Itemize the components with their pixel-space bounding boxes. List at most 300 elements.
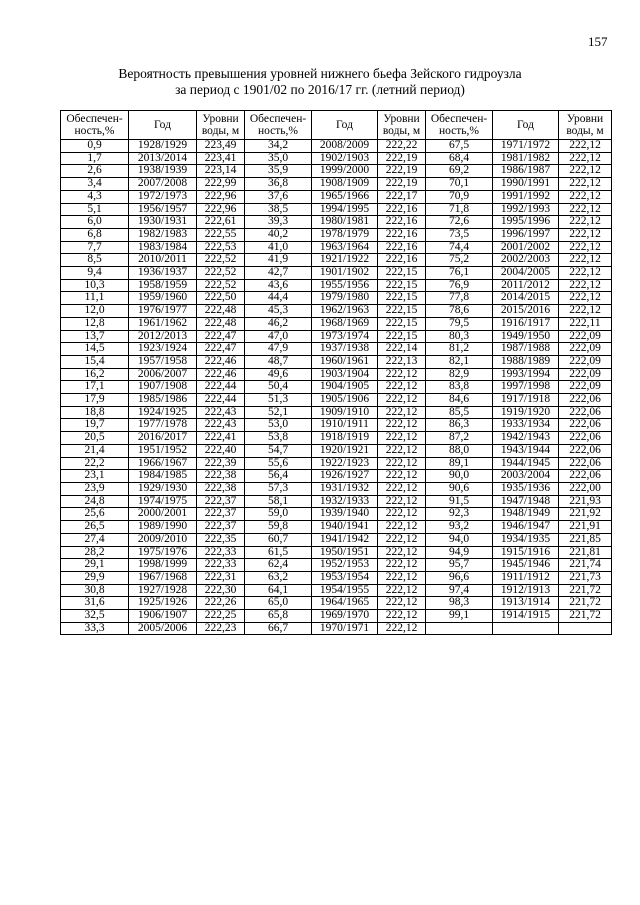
cell-year: 1971/1972: [493, 140, 559, 153]
table-row: [61, 432, 612, 445]
cell-probability: 65,8: [245, 610, 312, 623]
cell-year: 1986/1987: [493, 165, 559, 178]
cell-year: 2007/2008: [129, 178, 197, 191]
cell-probability: 33,3: [61, 622, 129, 635]
header-probability: Обеспечен-ность,%: [61, 111, 129, 140]
cell-probability: 99,1: [426, 610, 493, 623]
cell-year: 1968/1969: [312, 317, 378, 330]
cell-probability: 72,6: [426, 216, 493, 229]
cell-year: 2005/2006: [129, 622, 197, 635]
header-year: Год: [129, 111, 197, 140]
cell-water-level: 222,12: [378, 521, 426, 534]
cell-probability: 57,3: [245, 482, 312, 495]
cell-probability: 76,9: [426, 279, 493, 292]
cell-water-level: 222,12: [559, 216, 612, 229]
cell-water-level: 222,15: [378, 330, 426, 343]
cell-probability: 31,6: [61, 597, 129, 610]
cell-water-level: [559, 622, 612, 635]
cell-water-level: 222,16: [378, 216, 426, 229]
cell-water-level: 222,12: [559, 279, 612, 292]
cell-water-level: 222,09: [559, 355, 612, 368]
cell-probability: 58,1: [245, 495, 312, 508]
cell-probability: 84,6: [426, 394, 493, 407]
cell-water-level: 222,96: [197, 190, 245, 203]
cell-water-level: 222,12: [378, 381, 426, 394]
cell-probability: 16,2: [61, 368, 129, 381]
cell-probability: 14,5: [61, 343, 129, 356]
table-row: [61, 305, 612, 318]
table-row: [61, 571, 612, 584]
cell-year: 1991/1992: [493, 190, 559, 203]
cell-probability: 93,2: [426, 521, 493, 534]
cell-year: 1907/1908: [129, 381, 197, 394]
cell-probability: 71,8: [426, 203, 493, 216]
cell-year: 2010/2011: [129, 254, 197, 267]
cell-probability: 94,0: [426, 533, 493, 546]
cell-probability: 50,4: [245, 381, 312, 394]
cell-year: 1958/1959: [129, 279, 197, 292]
cell-year: 2001/2002: [493, 241, 559, 254]
cell-year: 1941/1942: [312, 533, 378, 546]
cell-water-level: 222,38: [197, 482, 245, 495]
cell-probability: 67,5: [426, 140, 493, 153]
header-probability: Обеспечен-ность,%: [245, 111, 312, 140]
cell-probability: 53,8: [245, 432, 312, 445]
cell-year: 1945/1946: [493, 559, 559, 572]
cell-year: 1921/1922: [312, 254, 378, 267]
table-row: [61, 190, 612, 203]
cell-year: 1946/1947: [493, 521, 559, 534]
cell-water-level: 222,38: [197, 470, 245, 483]
cell-year: 1985/1986: [129, 394, 197, 407]
cell-year: 1939/1940: [312, 508, 378, 521]
cell-year: 1938/1939: [129, 165, 197, 178]
table-row: [61, 533, 612, 546]
cell-water-level: 222,37: [197, 508, 245, 521]
cell-probability: 3,4: [61, 178, 129, 191]
cell-year: 1966/1967: [129, 457, 197, 470]
cell-probability: 6,8: [61, 228, 129, 241]
cell-year: [493, 622, 559, 635]
cell-probability: 90,6: [426, 482, 493, 495]
table-row: [61, 381, 612, 394]
cell-probability: 91,5: [426, 495, 493, 508]
cell-year: 1951/1952: [129, 444, 197, 457]
cell-water-level: 222,15: [378, 292, 426, 305]
cell-water-level: 222,12: [378, 559, 426, 572]
cell-year: 2011/2012: [493, 279, 559, 292]
cell-water-level: 222,06: [559, 457, 612, 470]
cell-water-level: 222,96: [197, 203, 245, 216]
cell-probability: 68,4: [426, 152, 493, 165]
cell-year: 1974/1975: [129, 495, 197, 508]
cell-probability: 70,9: [426, 190, 493, 203]
cell-water-level: 222,12: [378, 610, 426, 623]
cell-probability: 89,1: [426, 457, 493, 470]
cell-water-level: 222,16: [378, 228, 426, 241]
cell-water-level: 222,12: [559, 254, 612, 267]
cell-water-level: 222,12: [559, 305, 612, 318]
cell-year: 1902/1903: [312, 152, 378, 165]
cell-year: 1936/1937: [129, 267, 197, 280]
cell-water-level: 222,12: [378, 533, 426, 546]
cell-year: 1905/1906: [312, 394, 378, 407]
cell-water-level: 222,12: [559, 190, 612, 203]
cell-year: 1934/1935: [493, 533, 559, 546]
cell-probability: 37,6: [245, 190, 312, 203]
cell-water-level: 222,12: [559, 228, 612, 241]
cell-water-level: 222,00: [559, 482, 612, 495]
title-line-2: за период с 1901/02 по 2016/17 гг. (летний период): [175, 82, 465, 97]
cell-water-level: 222,12: [559, 140, 612, 153]
cell-year: 2012/2013: [129, 330, 197, 343]
document-title: [0, 66, 640, 98]
cell-year: 1992/1993: [493, 203, 559, 216]
cell-year: 1996/1997: [493, 228, 559, 241]
cell-year: 1915/1916: [493, 546, 559, 559]
cell-probability: 28,2: [61, 546, 129, 559]
header-year: Год: [312, 111, 378, 140]
cell-probability: 41,9: [245, 254, 312, 267]
cell-water-level: 222,46: [197, 368, 245, 381]
cell-year: 1957/1958: [129, 355, 197, 368]
table-row: [61, 152, 612, 165]
cell-probability: 88,0: [426, 444, 493, 457]
cell-probability: 13,7: [61, 330, 129, 343]
cell-year: 1903/1904: [312, 368, 378, 381]
cell-probability: 32,5: [61, 610, 129, 623]
cell-water-level: 222,44: [197, 381, 245, 394]
cell-probability: 5,1: [61, 203, 129, 216]
cell-probability: 52,1: [245, 406, 312, 419]
cell-probability: 4,3: [61, 190, 129, 203]
cell-year: 1931/1932: [312, 482, 378, 495]
cell-probability: 47,0: [245, 330, 312, 343]
cell-probability: 97,4: [426, 584, 493, 597]
cell-probability: 18,8: [61, 406, 129, 419]
cell-water-level: 222,06: [559, 432, 612, 445]
cell-year: 1926/1927: [312, 470, 378, 483]
cell-year: 1981/1982: [493, 152, 559, 165]
cell-water-level: 222,09: [559, 343, 612, 356]
cell-year: 2004/2005: [493, 267, 559, 280]
cell-probability: 82,9: [426, 368, 493, 381]
cell-probability: 44,4: [245, 292, 312, 305]
cell-water-level: 222,11: [559, 317, 612, 330]
cell-year: 1942/1943: [493, 432, 559, 445]
cell-year: 2009/2010: [129, 533, 197, 546]
cell-year: 1940/1941: [312, 521, 378, 534]
cell-year: 1948/1949: [493, 508, 559, 521]
cell-water-level: 222,22: [378, 140, 426, 153]
table-row: [61, 559, 612, 572]
cell-probability: 12,0: [61, 305, 129, 318]
cell-water-level: 222,12: [378, 546, 426, 559]
table-row: [61, 355, 612, 368]
cell-probability: 76,1: [426, 267, 493, 280]
table-row: [61, 406, 612, 419]
cell-probability: 53,0: [245, 419, 312, 432]
cell-probability: 81,2: [426, 343, 493, 356]
cell-probability: 22,2: [61, 457, 129, 470]
cell-probability: 20,5: [61, 432, 129, 445]
cell-year: 1995/1996: [493, 216, 559, 229]
water-levels-table: [60, 110, 612, 635]
cell-probability: 63,2: [245, 571, 312, 584]
cell-water-level: 222,15: [378, 267, 426, 280]
cell-year: 2002/2003: [493, 254, 559, 267]
table-row: [61, 444, 612, 457]
cell-probability: 80,3: [426, 330, 493, 343]
cell-water-level: 222,52: [197, 267, 245, 280]
table-row: [61, 330, 612, 343]
cell-year: 1954/1955: [312, 584, 378, 597]
cell-water-level: 222,09: [559, 330, 612, 343]
table-row: [61, 267, 612, 280]
cell-water-level: 221,92: [559, 508, 612, 521]
cell-water-level: 222,12: [559, 203, 612, 216]
cell-water-level: 222,06: [559, 394, 612, 407]
cell-probability: 48,7: [245, 355, 312, 368]
cell-year: 1960/1961: [312, 355, 378, 368]
cell-year: 1962/1963: [312, 305, 378, 318]
cell-water-level: 221,93: [559, 495, 612, 508]
cell-probability: 51,3: [245, 394, 312, 407]
cell-water-level: 222,26: [197, 597, 245, 610]
cell-year: 1918/1919: [312, 432, 378, 445]
cell-year: 2014/2015: [493, 292, 559, 305]
cell-water-level: 222,16: [378, 203, 426, 216]
cell-water-level: 222,12: [378, 368, 426, 381]
cell-probability: 2,6: [61, 165, 129, 178]
cell-probability: 1,7: [61, 152, 129, 165]
cell-water-level: 222,44: [197, 394, 245, 407]
cell-year: 1989/1990: [129, 521, 197, 534]
cell-probability: 59,8: [245, 521, 312, 534]
cell-probability: 55,6: [245, 457, 312, 470]
cell-water-level: 222,43: [197, 419, 245, 432]
cell-water-level: 222,06: [559, 444, 612, 457]
table-row: [61, 508, 612, 521]
cell-probability: 34,2: [245, 140, 312, 153]
table-row: [61, 394, 612, 407]
cell-probability: 19,7: [61, 419, 129, 432]
cell-year: 1952/1953: [312, 559, 378, 572]
cell-year: 1976/1977: [129, 305, 197, 318]
cell-water-level: 222,06: [559, 470, 612, 483]
cell-year: 1963/1964: [312, 241, 378, 254]
cell-water-level: 222,61: [197, 216, 245, 229]
table-row: [61, 521, 612, 534]
cell-water-level: 222,53: [197, 241, 245, 254]
cell-year: 1970/1971: [312, 622, 378, 635]
cell-probability: 79,5: [426, 317, 493, 330]
cell-probability: 29,9: [61, 571, 129, 584]
cell-year: 1932/1933: [312, 495, 378, 508]
cell-year: 1944/1945: [493, 457, 559, 470]
cell-year: 1978/1979: [312, 228, 378, 241]
cell-probability: 9,4: [61, 267, 129, 280]
cell-year: 1956/1957: [129, 203, 197, 216]
header-water-level: Уровни воды, м: [197, 111, 245, 140]
cell-year: 1904/1905: [312, 381, 378, 394]
cell-probability: 47,9: [245, 343, 312, 356]
cell-year: 1933/1934: [493, 419, 559, 432]
cell-probability: 87,2: [426, 432, 493, 445]
table-row: [61, 178, 612, 191]
cell-probability: 78,6: [426, 305, 493, 318]
header-probability: Обеспечен-ность,%: [426, 111, 493, 140]
cell-year: 2000/2001: [129, 508, 197, 521]
cell-probability: [426, 622, 493, 635]
cell-water-level: 222,12: [378, 394, 426, 407]
cell-year: 1964/1965: [312, 597, 378, 610]
cell-year: 1987/1988: [493, 343, 559, 356]
cell-water-level: 222,19: [378, 152, 426, 165]
cell-year: 1988/1989: [493, 355, 559, 368]
cell-water-level: 222,39: [197, 457, 245, 470]
cell-probability: 61,5: [245, 546, 312, 559]
cell-water-level: 223,41: [197, 152, 245, 165]
cell-water-level: 222,37: [197, 521, 245, 534]
cell-year: 1935/1936: [493, 482, 559, 495]
cell-probability: 23,1: [61, 470, 129, 483]
cell-probability: 7,7: [61, 241, 129, 254]
table-row: [61, 622, 612, 635]
cell-year: 1994/1995: [312, 203, 378, 216]
table-row: [61, 470, 612, 483]
cell-water-level: 222,17: [378, 190, 426, 203]
cell-year: 1950/1951: [312, 546, 378, 559]
cell-water-level: 222,23: [197, 622, 245, 635]
cell-water-level: 221,72: [559, 597, 612, 610]
cell-probability: 25,6: [61, 508, 129, 521]
table-row: [61, 597, 612, 610]
cell-water-level: 222,12: [559, 267, 612, 280]
cell-probability: 41,0: [245, 241, 312, 254]
table-header-row: [61, 111, 612, 140]
cell-water-level: 223,49: [197, 140, 245, 153]
cell-probability: 12,8: [61, 317, 129, 330]
cell-year: 1914/1915: [493, 610, 559, 623]
cell-probability: 26,5: [61, 521, 129, 534]
cell-probability: 29,1: [61, 559, 129, 572]
cell-probability: 74,4: [426, 241, 493, 254]
cell-water-level: 222,31: [197, 571, 245, 584]
table-row: [61, 203, 612, 216]
cell-year: 1906/1907: [129, 610, 197, 623]
cell-probability: 66,7: [245, 622, 312, 635]
cell-year: 1927/1928: [129, 584, 197, 597]
cell-probability: 94,9: [426, 546, 493, 559]
cell-water-level: 222,16: [378, 254, 426, 267]
cell-probability: 6,0: [61, 216, 129, 229]
cell-water-level: 222,15: [378, 279, 426, 292]
cell-year: 1937/1938: [312, 343, 378, 356]
cell-year: 1959/1960: [129, 292, 197, 305]
cell-probability: 10,3: [61, 279, 129, 292]
cell-water-level: 223,14: [197, 165, 245, 178]
cell-water-level: 221,72: [559, 610, 612, 623]
cell-water-level: 222,25: [197, 610, 245, 623]
cell-year: 1965/1966: [312, 190, 378, 203]
cell-year: 1925/1926: [129, 597, 197, 610]
cell-water-level: 222,12: [378, 622, 426, 635]
cell-probability: 90,0: [426, 470, 493, 483]
cell-probability: 17,9: [61, 394, 129, 407]
cell-water-level: 222,33: [197, 546, 245, 559]
cell-water-level: 222,06: [559, 406, 612, 419]
cell-year: 1979/1980: [312, 292, 378, 305]
cell-year: 1901/1902: [312, 267, 378, 280]
cell-year: 1984/1985: [129, 470, 197, 483]
cell-probability: 43,6: [245, 279, 312, 292]
cell-water-level: 222,12: [559, 152, 612, 165]
cell-water-level: 222,37: [197, 495, 245, 508]
cell-year: 1961/1962: [129, 317, 197, 330]
cell-probability: 21,4: [61, 444, 129, 457]
cell-year: 1928/1929: [129, 140, 197, 153]
cell-year: 2013/2014: [129, 152, 197, 165]
cell-year: 1920/1921: [312, 444, 378, 457]
cell-year: 1929/1930: [129, 482, 197, 495]
cell-year: 1983/1984: [129, 241, 197, 254]
cell-probability: 77,8: [426, 292, 493, 305]
cell-year: 1923/1924: [129, 343, 197, 356]
table-row: [61, 457, 612, 470]
cell-water-level: 222,12: [378, 432, 426, 445]
cell-water-level: 221,81: [559, 546, 612, 559]
cell-year: 1930/1931: [129, 216, 197, 229]
table-row: [61, 610, 612, 623]
cell-water-level: 222,06: [559, 419, 612, 432]
cell-probability: 8,5: [61, 254, 129, 267]
table-row: [61, 228, 612, 241]
table-row: [61, 546, 612, 559]
cell-year: 1972/1973: [129, 190, 197, 203]
cell-water-level: 222,12: [559, 241, 612, 254]
cell-probability: 49,6: [245, 368, 312, 381]
cell-water-level: 222,47: [197, 343, 245, 356]
cell-water-level: 222,12: [559, 178, 612, 191]
cell-water-level: 222,09: [559, 381, 612, 394]
cell-year: 1967/1968: [129, 571, 197, 584]
cell-probability: 95,7: [426, 559, 493, 572]
cell-water-level: 222,55: [197, 228, 245, 241]
table-row: [61, 584, 612, 597]
cell-probability: 75,2: [426, 254, 493, 267]
cell-probability: 45,3: [245, 305, 312, 318]
cell-year: 1924/1925: [129, 406, 197, 419]
cell-water-level: 221,85: [559, 533, 612, 546]
cell-year: 1909/1910: [312, 406, 378, 419]
cell-probability: 11,1: [61, 292, 129, 305]
cell-year: 1916/1917: [493, 317, 559, 330]
cell-probability: 36,8: [245, 178, 312, 191]
cell-probability: 30,8: [61, 584, 129, 597]
cell-year: 2006/2007: [129, 368, 197, 381]
cell-year: 1990/1991: [493, 178, 559, 191]
cell-water-level: 222,12: [378, 584, 426, 597]
cell-water-level: 222,12: [378, 444, 426, 457]
cell-probability: 85,5: [426, 406, 493, 419]
cell-water-level: 222,09: [559, 368, 612, 381]
cell-water-level: 222,48: [197, 305, 245, 318]
cell-water-level: 222,19: [378, 165, 426, 178]
cell-probability: 62,4: [245, 559, 312, 572]
cell-year: 1973/1974: [312, 330, 378, 343]
cell-water-level: 222,48: [197, 317, 245, 330]
